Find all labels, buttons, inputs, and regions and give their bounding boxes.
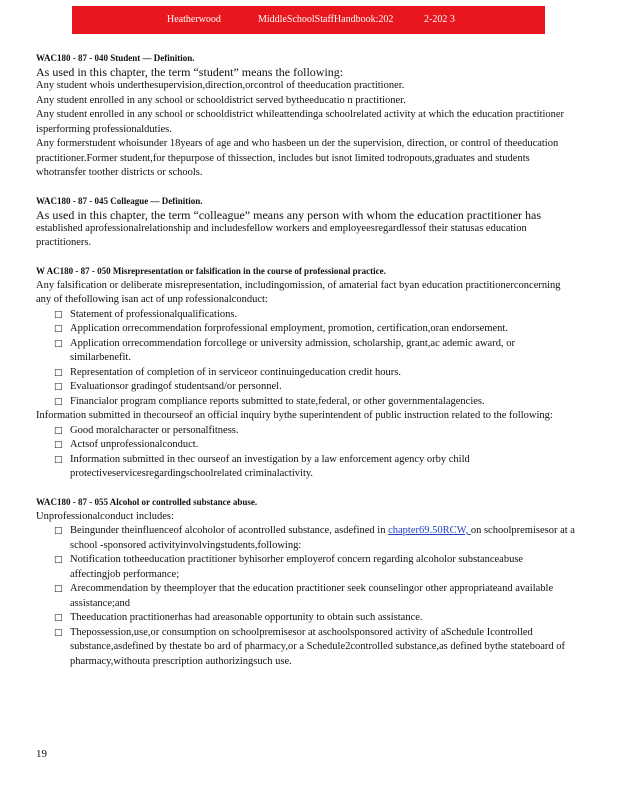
list-item-text: Evaluationsor gradingof studentsand/or personnel.: [70, 381, 282, 392]
paragraph: Any student whois underthesupervision,direction,orcontrol of theeducation practitioner.: [36, 80, 405, 91]
checkbox-bullet-icon: □: [54, 425, 63, 436]
section-heading: WAC180 - 87 - 040 Student — Definition.: [36, 53, 195, 63]
section-heading: WAC180 - 87 - 055 Alcohol or controlled substance abuse.: [36, 496, 258, 507]
list-item: [54, 308, 576, 323]
header-year: 2-202 3: [424, 14, 455, 25]
list-item-text: Actsof unprofessionalconduct.: [70, 439, 199, 450]
list-item: [54, 524, 576, 553]
section-intro: Any falsification or deliberate misrepresentation, includingomission, of amaterial fact byan education practitionerconcerning any of thefollowing isan act of unp rofessionalconduct:: [36, 279, 561, 305]
section-heading: WAC180 - 87 - 045 Colleague — Definition.: [36, 195, 203, 206]
list-item-text: Good moralcharacter or personalfitness.: [70, 424, 239, 436]
paragraph: Any formerstudent whoisunder 18years of age and who hasbeen un der the supervision, direction, or control of theeducation practitioner.Former student,for thepurpose of thissection, includes but isnot limited todropouts,graduates and students whotransfer toother districts or schools.: [36, 138, 559, 178]
document-body: [36, 52, 576, 683]
section-colleague-definition: [36, 195, 576, 251]
checkbox-bullet-icon: □: [54, 584, 63, 594]
checkbox-bullet-icon: □: [54, 309, 63, 320]
header-school-name: Heatherwood: [167, 14, 221, 25]
checkbox-bullet-icon: □: [54, 440, 63, 450]
checkbox-bullet-icon: □: [54, 627, 63, 638]
list-item-text: Application orrecommendation forprofessional employment, promotion, certification,oran endorsement.: [70, 323, 508, 334]
checkbox-bullet-icon: □: [54, 324, 63, 334]
checkbox-bullet-icon: □: [54, 454, 63, 465]
list-item-text: Information submitted in thec ourseof an investigation by a law enforcement agency orby child protectiveservicesregardingschoolrelated criminalactivity.: [70, 453, 470, 479]
checkbox-bullet-icon: □: [54, 382, 63, 392]
list-item: [54, 453, 576, 482]
list-item: [54, 322, 576, 337]
section-misrepresentation: [36, 265, 576, 482]
checkbox-bullet-icon: □: [54, 555, 63, 565]
checkbox-bullet-icon: □: [54, 367, 63, 378]
list-item: [54, 395, 576, 410]
list-item-text: Theeducation practitionerhas had areasonable opportunity to obtain such assistance.: [70, 612, 423, 623]
bullet-list: [36, 524, 576, 669]
list-item: [54, 337, 576, 366]
list-item: [54, 380, 576, 395]
list-item-text: Representation of completion of in serviceor continuingeducation credit hours.: [70, 366, 401, 378]
list-item: [54, 438, 576, 453]
checkbox-bullet-icon: □: [54, 613, 63, 623]
checkbox-bullet-icon: □: [54, 338, 63, 349]
bullet-list: [36, 424, 576, 482]
page-number: 19: [36, 748, 47, 760]
list-item-text: Thepossession,use,or consumption on schoolpremisesor at aschoolsponsored activity of aSchedule Icontrolled substance,asdefined by thestate bo ard of pharmacy,or a Schedule2controlled substance,as defined bythe stateboard of pharmacy,withouta prescription authorizingsuch use.: [70, 626, 565, 667]
list-item: [54, 626, 576, 670]
list-item-text: Application orrecommendation forcollege or university admission, scholarship, grant,ac ademic award, or similarbenefit.: [70, 337, 515, 363]
paragraph: Information submitted in thecourseof an official inquiry bythe superintendent of public instruction related to the following:: [36, 410, 553, 421]
header-handbook-title: MiddleSchoolStaffHandbook:202: [258, 14, 394, 25]
list-item-text: Beingunder theinfluenceof alcoholor of acontrolled substance, asdefined in: [70, 525, 389, 536]
page-header-banner: [72, 6, 545, 34]
rcw-chapter-link[interactable]: chapter69.50RCW,: [388, 525, 471, 536]
checkbox-bullet-icon: □: [54, 396, 63, 407]
section-student-definition: [36, 52, 576, 181]
list-item-text: Arecommendation by theemployer that the education practitioner seek counselingor other appropriateand available assistance;and: [70, 583, 554, 609]
section-heading: W AC180 - 87 - 050 Misrepresentation or falsification in the course of professional practice.: [36, 265, 386, 276]
list-item: [54, 424, 576, 439]
section-alcohol-substance-abuse: [36, 496, 576, 670]
list-item-text: Notification totheeducation practitioner byhisorher employerof concern regarding alcoholor substanceabuse affectingjob performance;: [70, 554, 524, 580]
section-lead: As used in this chapter, the term “student” means the following:: [36, 65, 344, 79]
list-item: [54, 582, 576, 611]
paragraph: established aprofessionalrelationship and includesfellow workers and employeesregardlessof their statusas education practitioners.: [36, 222, 527, 248]
list-item-text: Statement of professionalqualifications.: [70, 308, 238, 320]
paragraph: Any student enrolled in any school or schooldistrict whileattendinga schoolrelated activity at which the education practitioner isperforming professionalduties.: [36, 109, 565, 135]
list-item: [54, 553, 576, 582]
list-item-text: Financialor program compliance reports submitted to state,federal, or other governmentalagencies.: [70, 395, 485, 407]
checkbox-bullet-icon: □: [54, 526, 63, 536]
list-item: [54, 366, 576, 381]
list-item: [54, 611, 576, 626]
bullet-list: [36, 308, 576, 410]
paragraph: Any student enrolled in any school or schooldistrict served bytheeducatio n practitioner.: [36, 94, 406, 106]
section-lead: As used in this chapter, the term “colleague” means any person with whom the education practitioner has: [36, 207, 542, 222]
list-item-text: on schoolpremisesor at a school -sponsored activityinvolvingstudents,following:: [70, 525, 575, 551]
section-intro: Unprofessionalconduct includes:: [36, 510, 174, 522]
